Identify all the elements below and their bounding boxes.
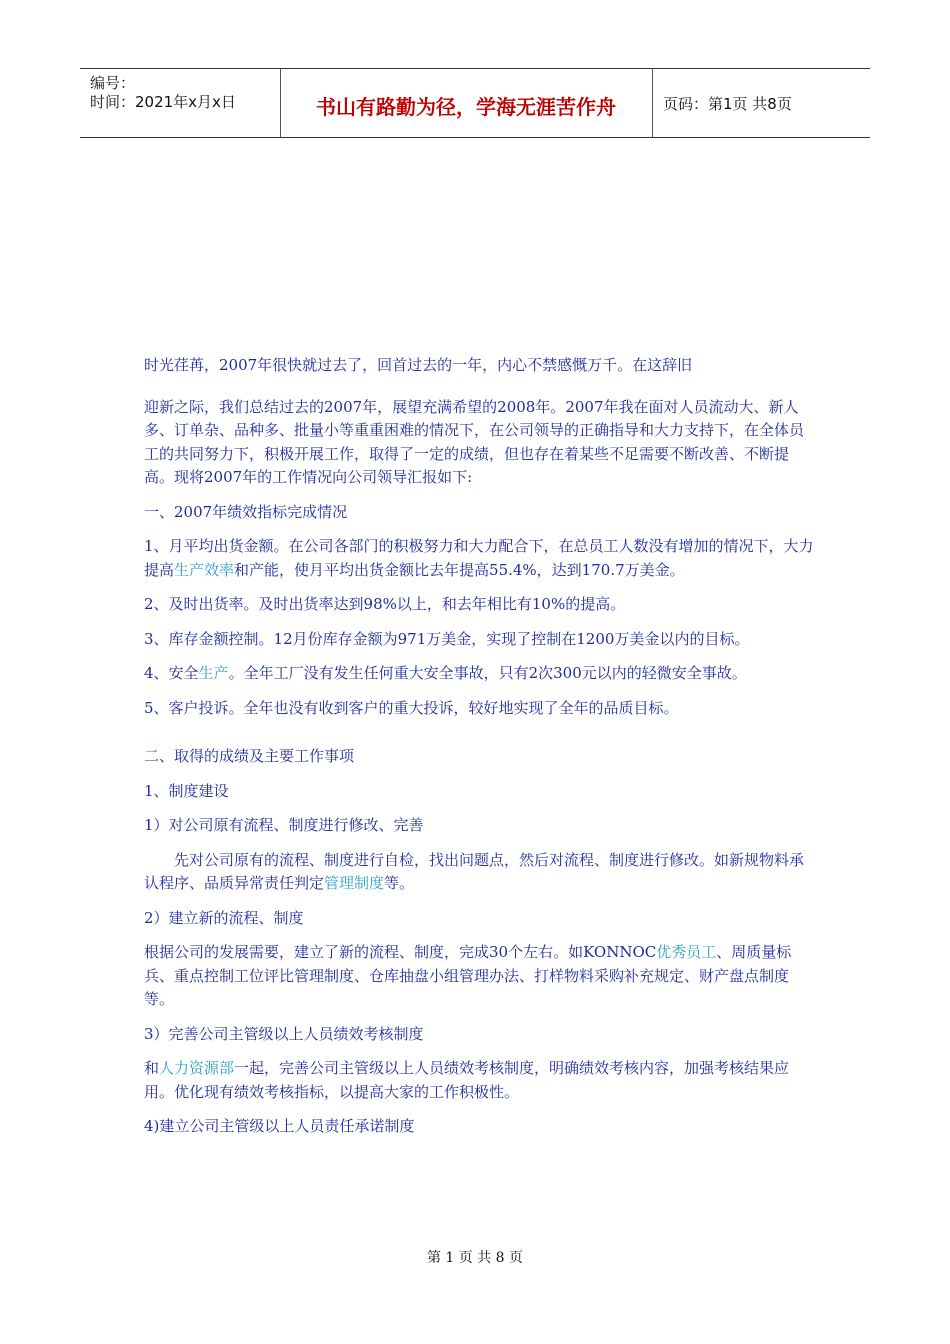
page-info: 页码：第1页 共8页 <box>663 95 792 113</box>
section-1-title: 一、2007年绩效指标完成情况 <box>144 502 348 521</box>
link-excellent-employee[interactable]: 优秀员工 <box>656 943 717 961</box>
header-table <box>80 68 870 138</box>
time-label: 时间：2021年x月x日 <box>90 93 236 111</box>
link-hr-department[interactable]: 人力资源部 <box>159 1059 235 1077</box>
header-cell-meta <box>80 69 281 137</box>
number-label: 编号： <box>90 74 136 92</box>
subsection-1-1-text: 先对公司原有的流程、制度进行自检，找出问题点，然后对流程、制度进行修改。如新规物料承认程序、品质异常责任判定管理制度等。 <box>144 850 805 892</box>
subsection-1: 1、制度建设 <box>144 781 229 800</box>
subsection-1-2-text: 根据公司的发展需要，建立了新的流程、制度，完成30个左右。如KONNOC优秀员工、周质量标兵、重点控制工位评比管理制度、仓库抽盘小组管理办法、打样物料采购补充规定、财产盘点制度等。 <box>144 943 792 1008</box>
page-footer: 第 1 页 共 8 页 <box>426 1250 524 1266</box>
item-3: 3、库存金额控制。12月份库存金额为971万美金，实现了控制在1200万美金以内的目标。 <box>144 629 750 648</box>
document-body <box>144 354 816 1139</box>
item-1: 1、月平均出货金额。在公司各部门的积极努力和大力配合下，在总员工人数没有增加的情况下，大力提高生产效率和产能，使月平均出货金额比去年提高55.4%，达到170.7万美金。 <box>144 537 814 579</box>
subsection-1-4: 4)建立公司主管级以上人员责任承诺制度 <box>144 1117 415 1135</box>
header-cell-motto <box>280 69 653 137</box>
item-5: 5、客户投诉。全年也没有收到客户的重大投诉，较好地实现了全年的品质目标。 <box>144 698 679 717</box>
motto: 书山有路勤为径，学海无涯苦作舟 <box>316 95 616 119</box>
section-2-title: 二、取得的成绩及主要工作事项 <box>144 747 355 765</box>
item-2: 2、及时出货率。及时出货率达到98%以上，和去年相比有10%的提高。 <box>144 595 626 613</box>
link-production[interactable]: 生产 <box>198 664 229 682</box>
intro-paragraph: 迎新之际，我们总结过去的2007年，展望充满希望的2008年。2007年我在面对人员流动大、新人多、订单杂、品种多、批量小等重重困难的情况下，在公司领导的正确指导和大力支持下，在全体员工的共同努力下，积极开展工作，取得了一定的成绩，但也存在着某些不足需要不断改善、不断提高。现将2007年的工作情况向公司领导汇报如下: <box>144 397 805 486</box>
item-4: 4、安全生产。全年工厂没有发生任何重大安全事故，只有2次300元以内的轻微安全事故。 <box>144 664 747 682</box>
subsection-1-3-text: 和人力资源部一起，完善公司主管级以上人员绩效考核制度，明确绩效考核内容，加强考核结果应用。优化现有绩效考核指标，以提高大家的工作积极性。 <box>144 1059 790 1101</box>
intro-line: 时光荏苒，2007年很快就过去了，回首过去的一年，内心不禁感慨万千。在这辞旧 <box>144 356 693 374</box>
link-production-efficiency[interactable]: 生产效率 <box>174 560 235 579</box>
link-management-system[interactable]: 管理制度 <box>324 874 385 892</box>
header-cell-page <box>653 69 870 137</box>
subsection-1-1: 1）对公司原有流程、制度进行修改、完善 <box>144 816 424 834</box>
subsection-1-2: 2）建立新的流程、制度 <box>144 908 304 927</box>
subsection-1-3: 3）完善公司主管级以上人员绩效考核制度 <box>144 1024 424 1043</box>
